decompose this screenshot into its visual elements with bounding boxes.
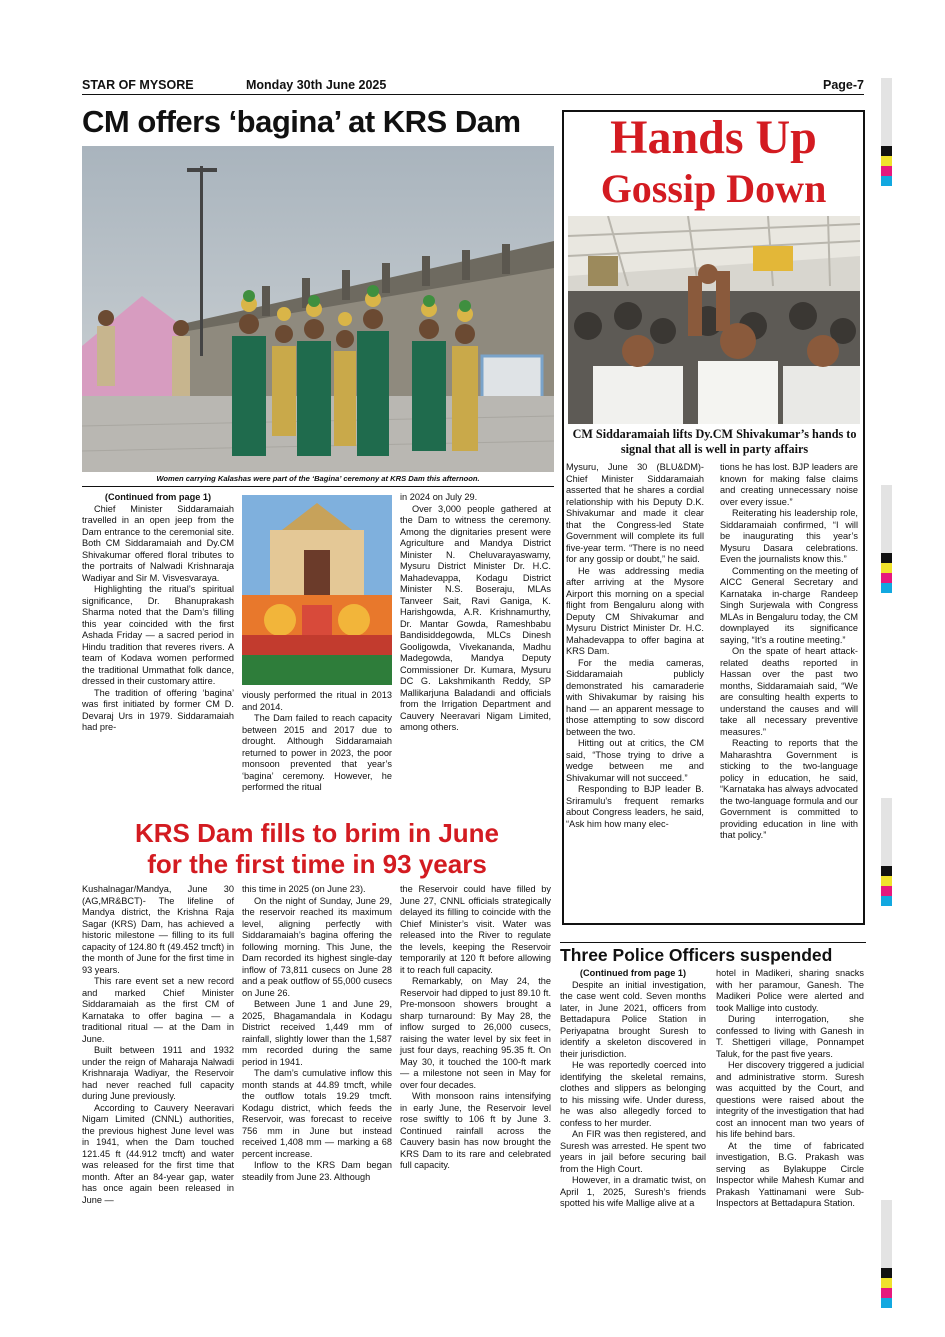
paragraph: For the media cameras, Siddaramaiah publicly demonstrated his camaraderie with Shivakumar by raising his hand — an apparent message to those attempting to sow discord between the two.: [566, 657, 704, 737]
page-number: Page-7: [823, 78, 864, 92]
article3-col2: [716, 968, 864, 1210]
paragraph: Reacting to reports that the Maharashtra Government is sticking to the two-language policy in education, he said, “Karnataka has always advocated the two-language formula and our Government is committed to providing education in line with that policy.”: [720, 738, 858, 840]
paragraph: hotel in Madikeri, sharing snacks with her paramour, Ganesh. The Madikeri Police were alerted and took Mallige into custody.: [716, 968, 864, 1013]
continued-label: (Continued from page 1): [579, 968, 687, 978]
paragraph: this time in 2025 (on June 23).: [242, 884, 366, 894]
paragraph: The Dam failed to reach capacity between 2015 and 2017 due to drought. Although Siddaramaiah returned to power in 2023, the poor monsoon prevented that year’s ‘bagina’ ceremony. However, he performed the ritual: [242, 713, 392, 792]
article3-headline: Three Police Officers suspended: [560, 942, 866, 966]
paragraph: Inflow to the KRS Dam began steadily from June 23. Although: [242, 1160, 392, 1182]
article2-headline: [82, 818, 552, 880]
paragraph: Her discovery triggered a judicial and administrative storm. Suresh was acquitted by the Court, and questions were raised about the integrity of the investigation that had cost an innocent man two years of his life behind bars.: [716, 1060, 864, 1139]
box-title-line2: Gossip Down: [600, 166, 827, 211]
box-col2: [720, 462, 858, 842]
article3-col1: [560, 968, 706, 1210]
paragraph: At the time of fabricated investigation, B.G. Prakash was serving as Bylakuppe Circle Inspector while Mahesh Kumar and Prakash Yattinamani were Sub-Inspectors at Bettadapura Station.: [716, 1140, 864, 1208]
paragraph: the Reservoir could have filled by June 27, CNNL officials strategically delayed its filling to coincide with the Chief Minister’s visit. Water was released into the River to regulate the levels, keeping the Reservoir temporarily at 120 ft before allowing it to reach full capacity.: [400, 884, 551, 975]
paragraph: Kushalnagar/Mandya, June 30 (AG,MR&BCT)- The lifeline of Mandya district, the Krishna Raja Sagar (KRS) Dam, has achieved a historic milestone — filling to its full capacity of 124.80 ft (49.452 tmcft) in the month of June for the first time in 93 years.: [82, 884, 234, 975]
paper-name: STAR OF MYSORE: [82, 78, 194, 92]
registration-bar-mid: [881, 485, 892, 593]
article1-col1: [82, 492, 234, 734]
paragraph: An FIR was then registered, and Suresh was arrested. He spent two years in jail before securing bail from the High Court.: [560, 1129, 706, 1174]
paragraph: This rare event set a new record and marked Chief Minister Siddaramaiah as the first CM of Karnataka to offer bagina — a traditional ritual — at the Dam in June.: [82, 976, 234, 1044]
article2-col3: [400, 884, 551, 1172]
article2-headline-line2: for the first time in 93 years: [147, 849, 487, 879]
main-photo-caption: Women carrying Kalashas were part of the ‘Bagina’ ceremony at KRS Dam this afternoon.: [156, 474, 480, 483]
paragraph: Between June 1 and June 29, 2025, Bhagamandala in Kodagu District received 1,449 mm of rainfall, slightly lower than the 1,587 mm recorded during the same period in 1941.: [242, 999, 392, 1067]
paragraph: However, in a dramatic twist, on April 1, 2025, Suresh’s friends spotted his wife Mallige alive at a: [560, 1175, 706, 1208]
airport-photo-caption: CM Siddaramaiah lifts Dy.CM Shivakumar’s hands to signal that all is well in party affairs: [572, 427, 857, 456]
paragraph: Mysuru, June 30 (BLU&DM)- Chief Minister Siddaramaiah asserted that he shares a cordial relationship with his Deputy D.K. Shivakumar and made it clear that the Congress-led State Government will complete its full five-year term. “There is no need for any gossip or doubt,” he said.: [566, 462, 704, 564]
paragraph: Reiterating his leadership role, Siddaramaiah confirmed, “I will be inaugurating this year’s Mysuru Dasara celebrations. Even the journalists know this.”: [720, 508, 858, 564]
paragraph: The dam’s cumulative inflow this month stands at 44.89 tmcft, while the outflow totals 19.29 tmcft. Kodagu district, which feeds the Reservoir, was forecast to receive 756 mm in June but instead received 1,408 mm — marking a 68 percent increase.: [242, 1068, 392, 1159]
paragraph: Built between 1911 and 1932 under the reign of Maharaja Nalwadi Krishnaraja Wadiyar, the Reservoir had never reached full capacity during June previously.: [82, 1045, 234, 1101]
dam-ceremony-photo: [82, 146, 554, 472]
paragraph: He was reportedly coerced into identifying the skeletal remains, clothes and slippers as belonging to his missing wife. Under duress, he was also allegedly forced to confess to her murder.: [560, 1060, 706, 1128]
airport-photo: [568, 216, 860, 424]
article1-headline: CM offers ‘bagina’ at KRS Dam: [82, 104, 521, 139]
masthead: [82, 76, 864, 95]
registration-bar-top: [881, 78, 892, 186]
paragraph: Hitting out at critics, the CM said, “Those trying to drive a wedge between me and Shivakumar will not succeed.”: [566, 738, 704, 783]
article2-col2: [242, 884, 392, 1183]
article1-col2: [242, 690, 392, 794]
article2-headline-line1: KRS Dam fills to brim in June: [134, 818, 500, 848]
paragraph: in 2024 on July 29.: [400, 492, 478, 502]
paragraph: On the spate of heart attack-related deaths reported in Hassan over the past two months, Siddaramaiah said, “We are consulting health experts to understand the causes and will take all necessary preventive measures.”: [720, 646, 858, 737]
box-col1: [566, 462, 704, 830]
paragraph: Despite an initial investigation, the case went cold. Seven months later, in June 2021, officers from Bettadapura Police Station in Periyapatna brought Suresh to identify a skeleton discovered in their jurisdiction.: [560, 979, 706, 1059]
registration-bar-bottom: [881, 1200, 892, 1308]
paragraph: tions he has lost. BJP leaders are known for making false claims and creating unnecessary noise over every issue.”: [720, 462, 858, 507]
article2-col1: [82, 884, 234, 1206]
paragraph: With monsoon rains intensifying in early June, the Reservoir level rose swiftly to 106 ft by June 3. Continued rainfall across the Cauvery basin has now brought the KRS Dam to its rare and celebrated full capacity.: [400, 1091, 551, 1170]
paragraph: Remarkably, on May 24, the Reservoir had dipped to just 89.10 ft. Pre-monsoon showers brought a sharp turnaround: By May 28, the inflow surged to 26,000 cusecs, raising the water level by six feet in just four days, reaching 95.35 ft. On May 30, it touched the 100-ft mark — a milestone not seen in May for over four decades.: [400, 976, 551, 1090]
paragraph: He was addressing media after arriving at the Mysore Airport this morning on a special flight from Bengaluru along with Deputy CM Shivakumar and Mysuru District Minister Dr. H.C. Mahadevappa to offer bagina at KRS Dam.: [566, 565, 704, 656]
paragraph: viously performed the ritual in 2013 and 2014.: [242, 690, 392, 712]
paragraph: Chief Minister Siddaramaiah travelled in an open jeep from the Dam entrance to the ceremonial site. Both CM Siddaramaiah and Dy.CM Shivakumar offered floral tributes to the portraits of Nalwadi Krishnaraja Wadiyar and Sir M. Visvesvaraya.: [82, 503, 234, 583]
issue-date: Monday 30th June 2025: [246, 78, 387, 92]
caption-rule: [82, 486, 554, 487]
registration-bar-low: [881, 798, 892, 906]
box-title-line1: Hands Up: [610, 111, 817, 164]
paragraph: Commenting on the meeting of AICC General Secretary and Karnataka in-charge Randeep Singh Surjewala with Congress MLAs in Bengaluru today, the CM downplayed its significance saying, “It’s a routine meeting.”: [720, 565, 858, 645]
paragraph: Highlighting the ritual’s spiritual significance, Dr. Bhanuprakash Sharma noted that the Dam’s filling this year coincided with the first Ashada Friday — a sacred period in Hindu tradition that reveres rivers. A team of Kodava women performed the traditional Ummathat folk dance, dressed in their customary attire.: [82, 584, 234, 686]
paragraph: The tradition of offering ‘bagina’ was first initiated by former CM D. Devaraj Urs in 1979. Siddaramaiah had pre-: [82, 687, 234, 732]
paragraph: According to Cauvery Neeravari Nigam Limited (CNNL) authorities, the previous highest June level was in 1941, when the Dam touched 121.45 ft (44.912 tmcft) and water was released for the first time that month. After an 84-year gap, water has once again been released in June —: [82, 1102, 234, 1205]
ceremony-stage-photo: [242, 495, 392, 685]
paragraph: On the night of Sunday, June 29, the reservoir reached its maximum level, aligning perfectly with Siddaramaiah’s bagina offering the following morning. This June, the Dam recorded its highest single-day inflow of 73,811 cusecs on June 28 and a peak outflow of 55,000 cusecs on June 26.: [242, 895, 392, 998]
paragraph: Over 3,000 people gathered at the Dam to witness the ceremony. Among the dignitaries present were Agriculture and Mandya District Minister N. Cheluvarayaswamy, Mysuru District Minister Dr. H.C. Mahadevappa, Kodagu District Minister N.S. Boseraju, MLAs Tanveer Sait, Ravi Ganiga, K. Harishgowda, A.R. Krishnamurthy, Dr. Mantar Gowda, Rameshbabu Bandisiddegowda, MLCs Dinesh Gooligowda, Vivekananda, Madhu Madegowda, Mandya Deputy Commissioner Dr. Kumara, Mysuru DC G. Lakshmikanth Reddy, SP Mallikarjuna Baladandi and officials from the Irrigation Department and Cauvery Neeravari Nigam Limited, among others.: [400, 503, 551, 732]
continued-label: (Continued from page 1): [104, 492, 212, 502]
paragraph: Responding to BJP leader B. Sriramulu’s frequent remarks about Congress leaders, he said, “Ask him how many elec-: [566, 784, 704, 829]
article1-col3: [400, 492, 551, 734]
paragraph: During interrogation, she confessed to living with Ganesh in T. Shettigeri village, Ponnampet Taluk, for the past five years.: [716, 1014, 864, 1059]
